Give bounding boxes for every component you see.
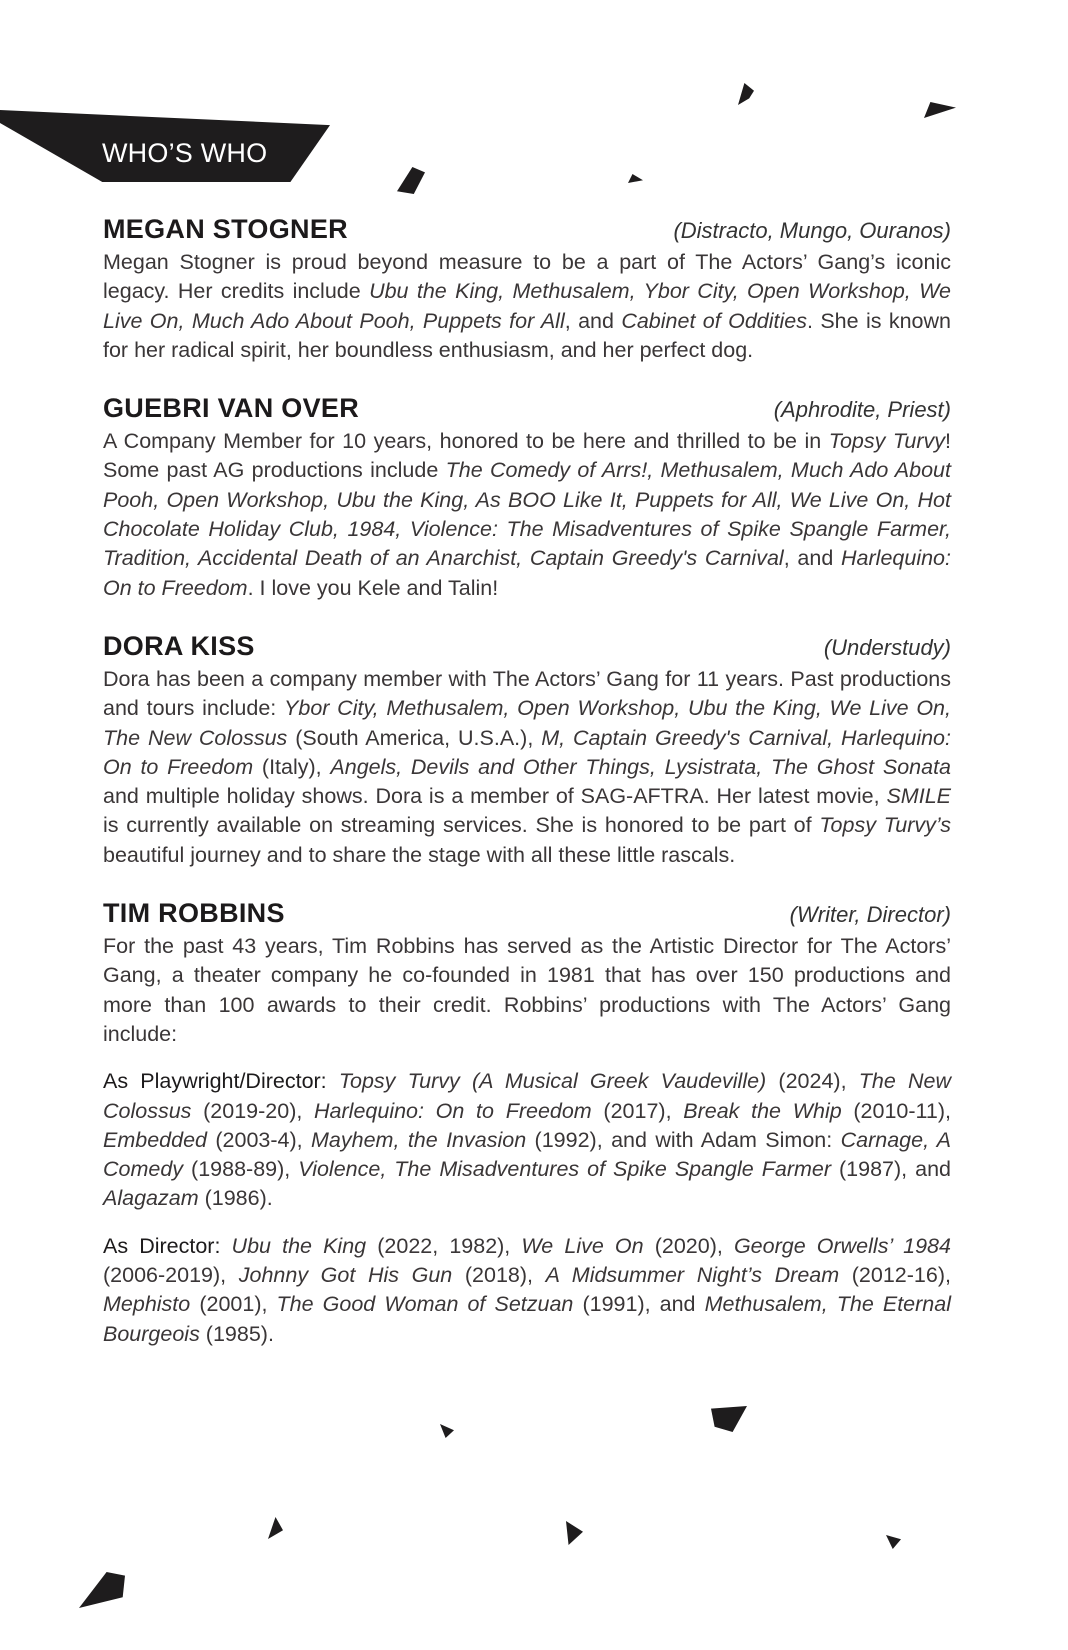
bio-text: , and <box>564 308 622 333</box>
bio-text: (2019-20), <box>191 1098 315 1123</box>
bio-text <box>327 1069 339 1093</box>
person-role: (Writer, Director) <box>789 902 951 928</box>
bio-text: (South America, U.S.A.), <box>287 725 542 750</box>
bio-text: ! Some past AG productions include <box>103 429 952 483</box>
bio-text: (2010-11), <box>841 1098 951 1123</box>
confetti-shard <box>268 1517 283 1539</box>
bio-text: (1991), and <box>573 1292 705 1317</box>
confetti-shard <box>566 1521 583 1545</box>
person-entry <box>103 898 951 1349</box>
person-bio <box>103 427 951 603</box>
title-italic: Carnage, A Comedy <box>103 1127 951 1182</box>
bio-text: (1986). <box>198 1186 273 1211</box>
title-italic: Topsy Turvy (A Musical Greek Vaudeville) <box>338 1069 767 1094</box>
title-italic: The Good Woman of Setzuan <box>276 1292 574 1317</box>
person-header <box>103 898 951 932</box>
confetti-shard <box>397 167 425 194</box>
person-role: (Aphrodite, Priest) <box>773 397 951 423</box>
bio-text: (2001), <box>190 1292 277 1317</box>
bio-text: (2020), <box>643 1233 734 1258</box>
title-italic: M, Captain Greedy's Carnival, Harlequino: On to Freedom <box>103 725 951 779</box>
title-italic: Harlequino: On to Freedom <box>314 1098 592 1123</box>
person-name: GUEBRI VAN OVER <box>103 393 360 424</box>
credits-section <box>103 1232 951 1349</box>
title-italic: A Midsummer Night’s Dream <box>545 1263 840 1288</box>
bio-text: , and <box>783 546 842 571</box>
person-header <box>103 214 951 248</box>
person-header <box>103 393 951 427</box>
bio-text: and multiple holiday shows. Dora is a member of SAG-AFTRA. Her latest movie, <box>103 784 887 809</box>
person-entry <box>103 631 951 870</box>
title-italic: Mayhem, the Invasion <box>311 1127 527 1152</box>
bio-text: is currently available on streaming services. She is honored to be part of <box>103 813 820 838</box>
title-italic: Cabinet of Oddities <box>621 308 807 333</box>
bio-text: (1987), and <box>831 1157 951 1182</box>
bio-text: A Company Member for 10 years, honored to be here and thrilled to be in <box>103 429 829 454</box>
whos-who-list <box>103 214 951 1377</box>
title-italic: Johnny Got His Gun <box>238 1263 453 1288</box>
title-italic: The Comedy of Arrs!, Methusalem, Much Ado About Pooh, Open Workshop, Ubu the King, As BOO Like It, Puppets for All, We Live On, Hot Chocolate Holiday Club, 1984, Violence: The Misadventures of Spike Spangle Farmer, Tradition, Accidental Death of an Anarchist, Captain Greedy's Carnival <box>103 458 951 571</box>
bio-text: beautiful journey and to share the stage with all these little rascals. <box>103 842 736 867</box>
title-italic: Alagazam <box>103 1186 199 1211</box>
title-italic: SMILE <box>886 784 951 809</box>
bio-text: (2017), <box>591 1098 684 1123</box>
title-italic: Harlequino: On to Freedom <box>103 546 951 600</box>
confetti-shard <box>711 1406 747 1432</box>
person-name: DORA KISS <box>103 630 255 661</box>
title-italic: Embedded <box>103 1127 207 1152</box>
bio-text: (1985). <box>199 1321 274 1346</box>
person-name: MEGAN STOGNER <box>103 214 348 244</box>
title-italic: George Orwells’ 1984 <box>733 1233 951 1258</box>
bio-text: (1988-89), <box>183 1157 299 1182</box>
person-role: (Distracto, Mungo, Ouranos) <box>673 218 951 243</box>
title-italic: Ybor City, Methusalem, Open Workshop, Ubu the King, We Live On, The New Colossus <box>103 696 951 750</box>
title-italic: Ubu the King <box>231 1233 367 1258</box>
bio-text: (2022, 1982), <box>366 1233 522 1258</box>
credits-section <box>103 1067 951 1213</box>
confetti-shard <box>440 1424 454 1438</box>
confetti-shard <box>628 174 643 183</box>
confetti-shard <box>924 102 956 118</box>
title-italic: Break the Whip <box>683 1098 842 1123</box>
bio-text: For the past 43 years, Tim Robbins has served as the Artistic Director for The Actors’ Gang, a theater company he co-founded in 1981 that has over 150 productions and more than 100 awards to their credit. Robbins’ productions with The Actors’ Gang include: <box>103 934 951 1046</box>
title-italic: Angels, Devils and Other Things, Lysistrata, The Ghost Sonata <box>330 754 952 779</box>
person-bio <box>103 932 951 1049</box>
person-entry <box>103 393 951 603</box>
person-header <box>103 631 951 665</box>
title-italic: Methusalem, The Eternal Bourgeois <box>103 1292 951 1346</box>
bio-text: (2024), <box>766 1069 859 1094</box>
credits-section-label: As Director: <box>103 1233 221 1258</box>
confetti-shard <box>886 1535 901 1549</box>
title-italic: Topsy Turvy <box>828 429 946 454</box>
bio-text <box>220 1234 231 1258</box>
bio-text: (2003-4), <box>207 1127 312 1152</box>
bio-text: (2018), <box>452 1263 546 1288</box>
credits-section-label: As Playwright/Director: <box>103 1069 327 1094</box>
person-bio <box>103 248 951 365</box>
bio-text: Megan Stogner is proud beyond measure to be a part of The Actors’ Gang’s iconic legacy. Her credits include <box>103 250 951 304</box>
person-entry <box>103 214 951 365</box>
title-italic: Violence, The Misadventures of Spike Spangle Farmer <box>298 1157 832 1182</box>
title-italic: The New Colossus <box>103 1069 951 1123</box>
title-italic: Ubu the King, Methusalem, Ybor City, Open Workshop, We Live On, Much Ado About Pooh, Puppets for All <box>103 279 951 333</box>
bio-text: (1992), and with Adam Simon: <box>526 1127 841 1152</box>
person-role: (Understudy) <box>823 634 951 660</box>
person-name: TIM ROBBINS <box>103 898 285 929</box>
title-italic: We Live On <box>521 1233 644 1258</box>
person-bio <box>103 665 951 870</box>
title-italic: Topsy Turvy’s <box>819 813 952 838</box>
bio-text: . I love you Kele and Talin! <box>247 575 499 600</box>
bio-text: (Italy), <box>253 754 331 779</box>
confetti-shard <box>79 1572 125 1608</box>
bio-text: . She is known for her radical spirit, her boundless enthusiasm, and her perfect dog. <box>103 308 951 362</box>
bio-text: Dora has been a company member with The Actors’ Gang for 11 years. Past productions and tours include: <box>103 666 951 721</box>
title-italic: Mephisto <box>103 1292 191 1317</box>
confetti-shard <box>738 83 754 105</box>
bio-text: (2006-2019), <box>103 1263 239 1288</box>
bio-text: (2012-16), <box>839 1263 951 1288</box>
banner-label: WHO’S WHO <box>102 138 268 168</box>
